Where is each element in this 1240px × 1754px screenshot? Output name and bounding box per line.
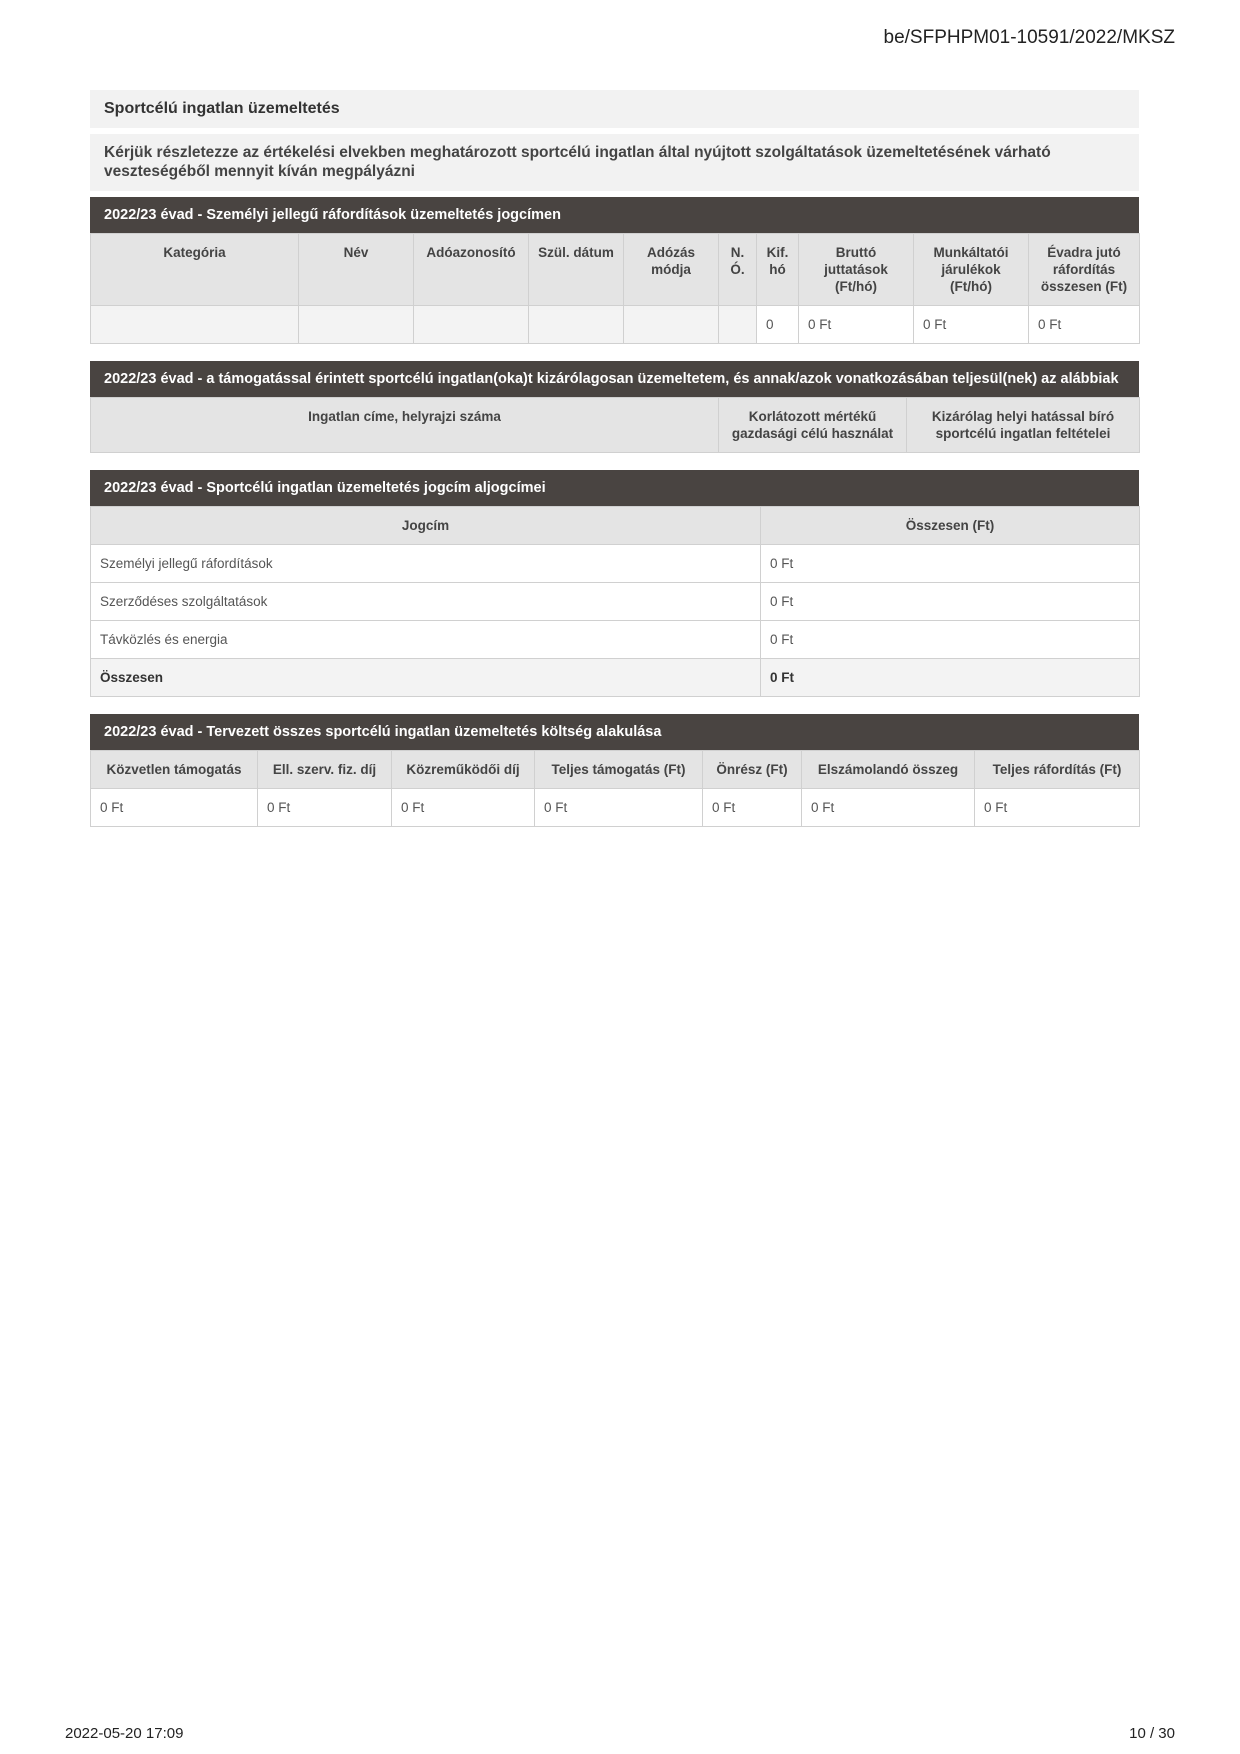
cell-total-label: Összesen [91,659,761,697]
cell-settlement-amount: 0 Ft [802,789,975,827]
cell-title: Távközlés és energia [91,621,761,659]
table-row [91,583,1140,621]
cell-total-expenditure: 0 Ft [975,789,1140,827]
section-title: Sportcélú ingatlan üzemeltetés [90,90,1139,128]
col-header-category: Kategória [91,234,299,306]
table-row [91,545,1140,583]
col-header-property-address: Ingatlan címe, helyrajzi száma [91,398,719,453]
personnel-table-title: 2022/23 évad - Személyi jellegű ráfordítások üzemeltetés jogcímen [90,197,1139,233]
cell-category [91,306,299,344]
cell-no [719,306,757,344]
col-header-limited-economic-use: Korlátozott mértékű gazdasági célú használat [719,398,907,453]
col-header-employer-contrib: Munkáltatói járulékok (Ft/hó) [914,234,1029,306]
col-header-intermediary-fee: Közreműködői díj [392,751,535,789]
total-row [91,659,1140,697]
table-row [91,789,1140,827]
cell-tax-mode [624,306,719,344]
cell-own-share: 0 Ft [703,789,802,827]
col-header-total-support: Teljes támogatás (Ft) [535,751,703,789]
col-header-gross-benefits: Bruttó juttatások (Ft/hó) [799,234,914,306]
cell-amount: 0 Ft [761,545,1140,583]
summary-table-title: 2022/23 évad - Tervezett összes sportcélú ingatlan üzemeltetés költség alakulása [90,714,1139,750]
facility-table-title: 2022/23 évad - a támogatással érintett sportcélú ingatlan(oka)t kizárólagosan üzemeltetem, és annak/azok vonatkozásában teljesül(nek) az alábbiak [90,361,1139,397]
col-header-birth-date: Szül. dátum [529,234,624,306]
cell-paid-month: 0 [757,306,799,344]
subtitles-table [90,506,1140,697]
table-row [91,306,1140,344]
cell-season-total: 0 Ft [1029,306,1140,344]
col-header-season-total: Évadra jutó ráfordítás összesen (Ft) [1029,234,1140,306]
cell-control-fee: 0 Ft [258,789,392,827]
col-header-tax-mode: Adózás módja [624,234,719,306]
col-header-local-impact-conditions: Kizárólag helyi hatással bíró sportcélú ingatlan feltételei [907,398,1140,453]
facility-table [90,397,1140,453]
cell-amount: 0 Ft [761,583,1140,621]
summary-table [90,750,1140,827]
cell-intermediary-fee: 0 Ft [392,789,535,827]
col-header-settlement-amount: Elszámolandó összeg [802,751,975,789]
col-header-paid-month: Kif. hó [757,234,799,306]
col-header-name: Név [299,234,414,306]
form-content [90,90,1139,827]
footer-date: 2022-05-20 17:09 [65,1725,184,1742]
cell-total-amount: 0 Ft [761,659,1140,697]
cell-amount: 0 Ft [761,621,1140,659]
page-number: 10 / 30 [1129,1725,1175,1742]
cell-gross-benefits: 0 Ft [799,306,914,344]
document-id: be/SFPHPM01-10591/2022/MKSZ [883,27,1175,48]
cell-tax-id [414,306,529,344]
cell-employer-contrib: 0 Ft [914,306,1029,344]
table-row [91,621,1140,659]
personnel-table [90,233,1140,344]
col-header-control-fee: Ell. szerv. fiz. díj [258,751,392,789]
col-header-direct-support: Közvetlen támogatás [91,751,258,789]
col-header-title: Jogcím [91,507,761,545]
col-header-own-share: Önrész (Ft) [703,751,802,789]
subtitles-table-title: 2022/23 évad - Sportcélú ingatlan üzemeltetés jogcím aljogcímei [90,470,1139,506]
cell-title: Szerződéses szolgáltatások [91,583,761,621]
section-description: Kérjük részletezze az értékelési elvekben meghatározott sportcélú ingatlan által nyújtott szolgáltatások üzemeltetésének várható veszteségéből mennyit kíván megpályázni [90,134,1139,191]
col-header-total-expenditure: Teljes ráfordítás (Ft) [975,751,1140,789]
cell-title: Személyi jellegű ráfordítások [91,545,761,583]
cell-total-support: 0 Ft [535,789,703,827]
col-header-tax-id: Adóazonosító [414,234,529,306]
cell-birth-date [529,306,624,344]
cell-direct-support: 0 Ft [91,789,258,827]
col-header-no: N. Ó. [719,234,757,306]
cell-name [299,306,414,344]
col-header-total: Összesen (Ft) [761,507,1140,545]
